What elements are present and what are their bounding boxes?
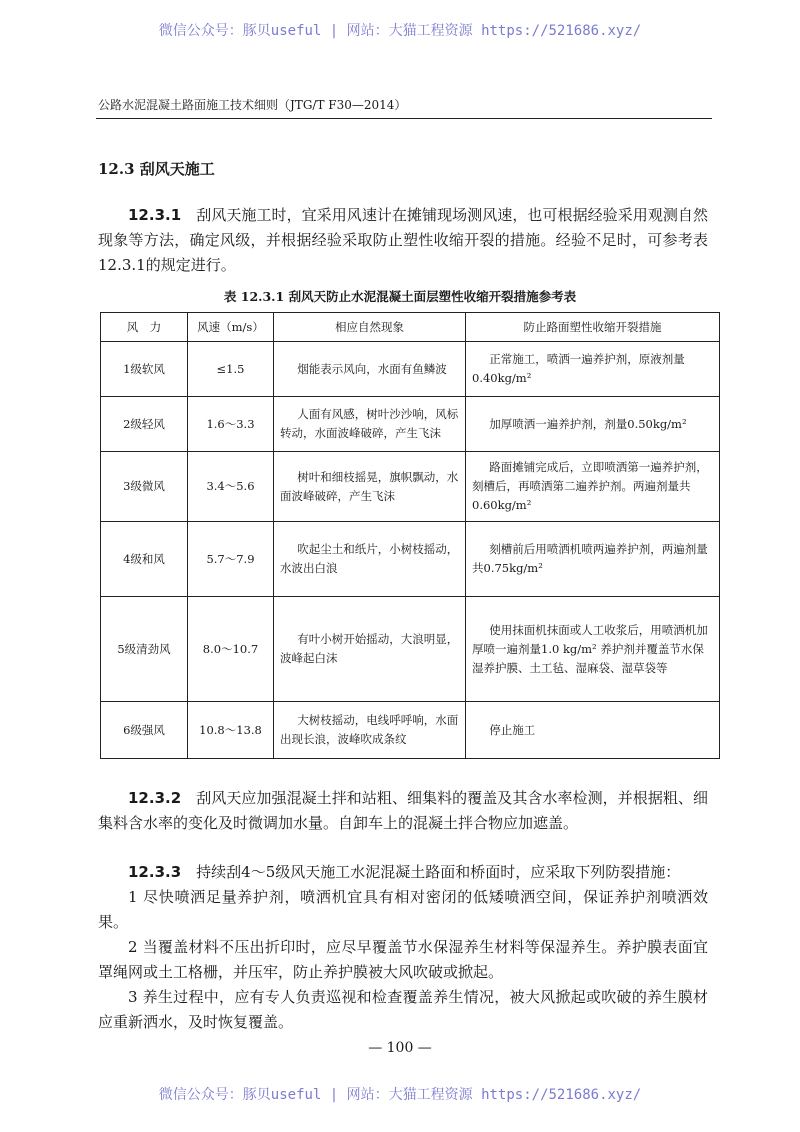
clause-text: 刮风天应加强混凝土拌和站粗、细集料的覆盖及其含水率检测，并根据粗、细集料含水率的变化及时微调加水量。自卸车上的混凝土拌合物应加遮盖。 [98,789,708,832]
page-number: — 100 — [368,1040,432,1056]
table-header-row [101,313,720,342]
wind-force-cell: 4级和风 [101,522,188,597]
wind-force-cell: 6级强风 [101,702,188,759]
clause-number: 12.3.1 [128,206,182,224]
section-heading: 12.3 刮风天施工 [98,160,215,178]
watermark-bottom: 微信公众号：豚贝useful | 网站：大猫工程资源 https://521686.xyz/ [158,1087,642,1103]
table-caption: 表 12.3.1 刮风天防止水泥混凝土面层塑性收缩开裂措施参考表 [223,289,577,304]
paragraph-12-3-1 [98,203,708,278]
header-rule [96,118,712,119]
clause-text: 刮风天施工时，宜采用风速计在摊铺现场测风速，也可根据经验采用观测自然现象等方法，确定风级，并根据经验采取防止塑性收缩开裂的措施。经验不足时，可参考表12.3.1的规定进行。 [98,206,708,274]
list-item: 2 当覆盖材料不压出折印时，应尽早覆盖节水保湿养生材料等保湿养生。养护膜表面宜罩绳网或土工格栅，并压牢，防止养护膜被大风吹破或掀起。 [98,938,708,981]
phenomenon-cell: 吹起尘土和纸片，小树枝摇动，水波出白浪 [274,522,466,597]
measure-cell: 停止施工 [466,702,720,759]
phenomenon-cell: 烟能表示风向，水面有鱼鳞波 [274,342,466,397]
table-row [101,342,720,397]
wind-speed-cell: 5.7～7.9 [188,522,274,597]
table-row [101,452,720,522]
wind-speed-cell: 3.4～5.6 [188,452,274,522]
column-header: 风速（m/s） [188,313,274,342]
measure-cell: 刻槽前后用喷洒机喷两遍养护剂，两遍剂量共0.75kg/m² [466,522,720,597]
wind-speed-cell: ≤1.5 [188,342,274,397]
wind-force-cell: 2级轻风 [101,397,188,452]
table-row [101,702,720,759]
table-row [101,397,720,452]
running-header: 公路水泥混凝土路面施工技术细则（JTG/T F30—2014） [98,98,407,112]
column-header: 风 力 [101,313,188,342]
list-item: 1 尽快喷洒足量养护剂，喷洒机宜具有相对密闭的低矮喷洒空间，保证养护剂喷洒效果。 [98,888,708,931]
list-item: 3 养生过程中，应有专人负责巡视和检查覆盖养生情况，被大风掀起或吹破的养生膜材应重新洒水，及时恢复覆盖。 [98,988,708,1031]
watermark-top: 微信公众号：豚贝useful | 网站：大猫工程资源 https://521686.xyz/ [158,23,642,39]
table-row [101,522,720,597]
measure-cell: 正常施工，喷洒一遍养护剂，原液剂量0.40kg/m² [466,342,720,397]
column-header: 防止路面塑性收缩开裂措施 [466,313,720,342]
wind-speed-cell: 8.0～10.7 [188,597,274,702]
measure-cell: 使用抹面机抹面或人工收浆后，用喷洒机加厚喷一遍剂量1.0 kg/m² 养护剂并覆盖节水保湿养护膜、土工毡、湿麻袋、湿草袋等 [466,597,720,702]
wind-speed-cell: 1.6～3.3 [188,397,274,452]
clause-number: 12.3.2 [128,789,182,807]
clause-number: 12.3.3 [128,863,182,881]
measure-cell: 路面摊铺完成后，立即喷洒第一遍养护剂，刻槽后，再喷洒第二遍养护剂。两遍剂量共0.60kg/m² [466,452,720,522]
wind-force-cell: 3级微风 [101,452,188,522]
wind-force-cell: 5级清劲风 [101,597,188,702]
paragraph-12-3-2 [98,786,708,836]
paragraph-12-3-3 [98,860,708,1035]
column-header: 相应自然现象 [274,313,466,342]
phenomenon-cell: 人面有风感，树叶沙沙响，风标转动，水面波峰破碎，产生飞沫 [274,397,466,452]
clause-text: 持续刮4～5级风天施工水泥混凝土路面和桥面时，应采取下列防裂措施： [196,863,681,881]
phenomenon-cell: 有叶小树开始摇动，大浪明显，波峰起白沫 [274,597,466,702]
wind-speed-cell: 10.8～13.8 [188,702,274,759]
phenomenon-cell: 树叶和细枝摇晃，旗帜飘动，水面波峰破碎，产生飞沫 [274,452,466,522]
measure-cell: 加厚喷洒一遍养护剂，剂量0.50kg/m² [466,397,720,452]
phenomenon-cell: 大树枝摇动，电线呼呼响，水面出现长浪，波峰吹成条纹 [274,702,466,759]
table-row [101,597,720,702]
wind-force-cell: 1级软风 [101,342,188,397]
wind-measures-table [100,312,720,759]
